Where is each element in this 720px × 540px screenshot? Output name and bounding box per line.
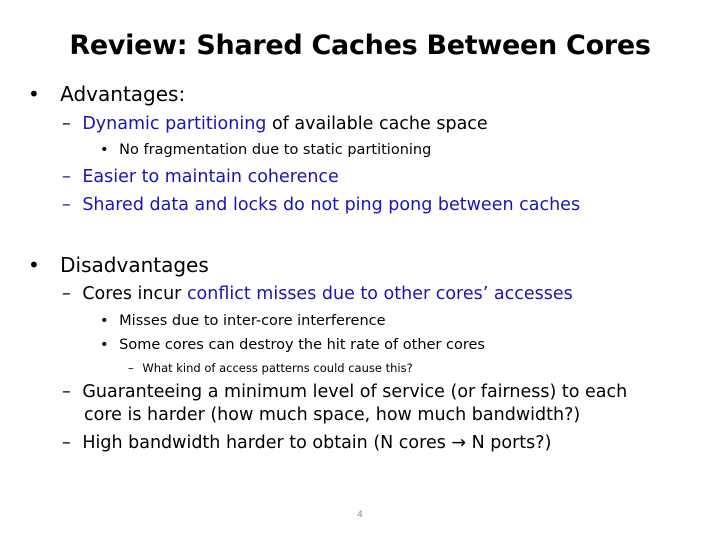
advantage-subitem-1-text: No fragmentation due to static partitioning	[119, 142, 432, 158]
disadvantage-item-3-before: High bandwidth harder to obtain (N cores	[82, 433, 452, 453]
bullet: •	[100, 337, 109, 353]
right-arrow-icon: →	[451, 433, 467, 453]
dynamic-partitioning-highlight: Dynamic partitioning	[82, 114, 267, 134]
conflict-misses-highlight: conflict misses due to other cores’ accesses	[186, 284, 573, 304]
disadvantage-subsubitem-text: What kind of access patterns could cause this?	[142, 361, 413, 375]
advantage-item-2	[62, 167, 339, 187]
advantages-heading: Advantages:	[60, 82, 186, 106]
advantage-item-3-text: Shared data and locks do not ping pong between caches	[82, 195, 581, 215]
disadvantage-item-1-prefix: Cores incur	[82, 284, 187, 304]
advantage-subitem-1	[100, 142, 431, 158]
disadvantages-heading: Disadvantages	[60, 253, 209, 277]
bullet: •	[28, 82, 40, 106]
advantages-heading-line	[28, 82, 185, 106]
disadvantage-item-3-after: N ports?)	[466, 433, 552, 453]
disadvantage-subitem-1	[100, 313, 386, 329]
bullet: •	[100, 313, 109, 329]
dash: –	[62, 195, 71, 215]
disadvantage-subsubitem	[128, 361, 413, 375]
dash: –	[128, 361, 134, 375]
disadvantage-subitem-2	[100, 337, 485, 353]
disadvantage-item-1	[62, 284, 573, 304]
dash: –	[62, 167, 71, 187]
disadvantage-subitem-2-text: Some cores can destroy the hit rate of other cores	[119, 337, 485, 353]
dash: –	[62, 114, 71, 134]
advantage-item-2-text: Easier to maintain coherence	[82, 167, 339, 187]
disadvantage-item-3	[62, 433, 551, 453]
page-number: 4	[357, 510, 363, 520]
slide-title: Review: Shared Caches Between Cores	[69, 30, 651, 61]
advantage-item-1-rest: of available cache space	[266, 114, 488, 134]
advantage-item-1	[62, 114, 488, 134]
disadvantage-subitem-1-text: Misses due to inter-core interference	[119, 313, 386, 329]
dash: –	[62, 382, 71, 402]
disadvantages-heading-line	[28, 253, 209, 277]
bullet: •	[100, 142, 109, 158]
disadvantage-item-2-line-1: Guaranteeing a minimum level of service (or fairness) to each	[82, 382, 628, 402]
dash: –	[62, 433, 71, 453]
advantage-item-3	[62, 195, 580, 215]
disadvantage-item-2-continuation	[84, 405, 580, 425]
disadvantage-item-2	[62, 382, 627, 402]
bullet: •	[28, 253, 40, 277]
disadvantage-item-2-line-2: core is harder (how much space, how much bandwidth?)	[84, 405, 581, 425]
dash: –	[62, 284, 71, 304]
